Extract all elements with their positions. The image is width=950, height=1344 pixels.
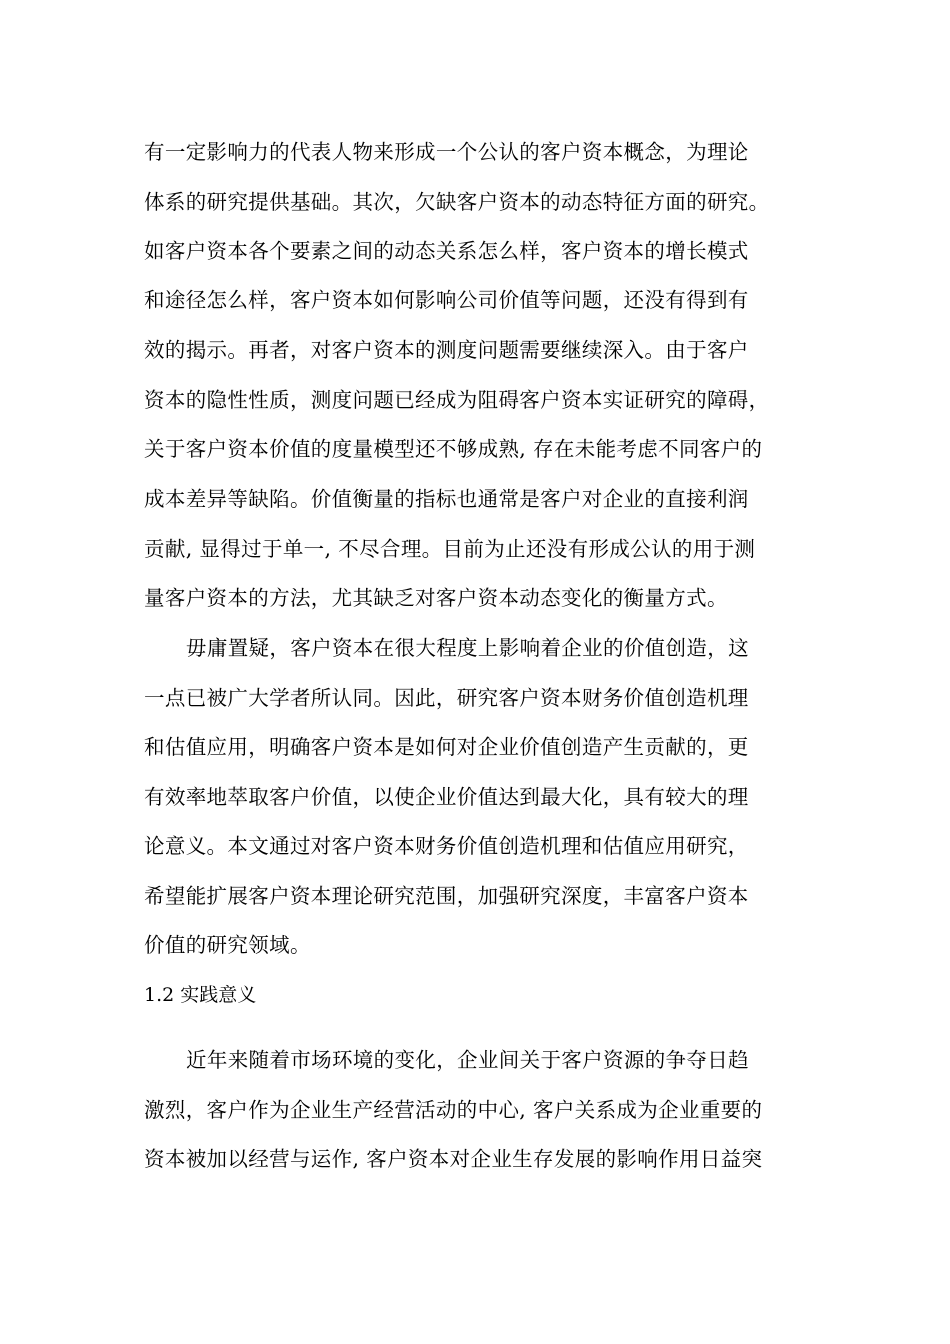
text-line: 论意义。本文通过对客户资本财务价值创造机理和估值应用研究，: [144, 834, 749, 858]
text-line: 希望能扩展客户资本理论研究范围，加强研究深度，丰富客户资本: [144, 884, 749, 908]
text-line: 价值的研究领域。: [144, 933, 311, 957]
text-line: 体系的研究提供基础。其次，欠缺客户资本的动态特征方面的研究。: [144, 190, 770, 214]
text-line: 有一定影响力的代表人物来形成一个公认的客户资本概念，为理论: [144, 140, 749, 164]
text-line: 量客户资本的方法，尤其缺乏对客户资本动态变化的衡量方式。: [144, 586, 728, 610]
paragraph-first-line: 毋庸置疑，客户资本在很大程度上影响着企业的价值创造，这: [186, 636, 749, 660]
section-heading: 1.2 实践意义: [144, 984, 257, 1006]
text-line: 关于客户资本价值的度量模型还不够成熟, 存在未能考虑不同客户的: [144, 437, 763, 461]
text-line: 成本差异等缺陷。价值衡量的指标也通常是客户对企业的直接利润: [144, 487, 749, 511]
paragraph-first-line: 近年来随着市场环境的变化，企业间关于客户资源的争夺日趋: [186, 1048, 749, 1072]
text-line: 和途径怎么样，客户资本如何影响公司价值等问题，还没有得到有: [144, 288, 749, 312]
text-line: 有效率地萃取客户价值，以使企业价值达到最大化，具有较大的理: [144, 785, 749, 809]
text-line: 如客户资本各个要素之间的动态关系怎么样，客户资本的增长模式: [144, 239, 749, 263]
text-line: 贡献, 显得过于单一, 不尽合理。目前为止还没有形成公认的用于测: [144, 537, 756, 561]
text-line: 效的揭示。再者，对客户资本的测度问题需要继续深入。由于客户: [144, 338, 749, 362]
text-line: 激烈，客户作为企业生产经营活动的中心, 客户关系成为企业重要的: [144, 1098, 763, 1122]
text-line: 一点已被广大学者所认同。因此，研究客户资本财务价值创造机理: [144, 686, 749, 710]
text-line: 资本的隐性性质，测度问题已经成为阻碍客户资本实证研究的障碍，: [144, 388, 770, 412]
text-line: 和估值应用，明确客户资本是如何对企业价值创造产生贡献的，更: [144, 735, 749, 759]
text-line: 资本被加以经营与运作, 客户资本对企业生存发展的影响作用日益突: [144, 1147, 763, 1171]
